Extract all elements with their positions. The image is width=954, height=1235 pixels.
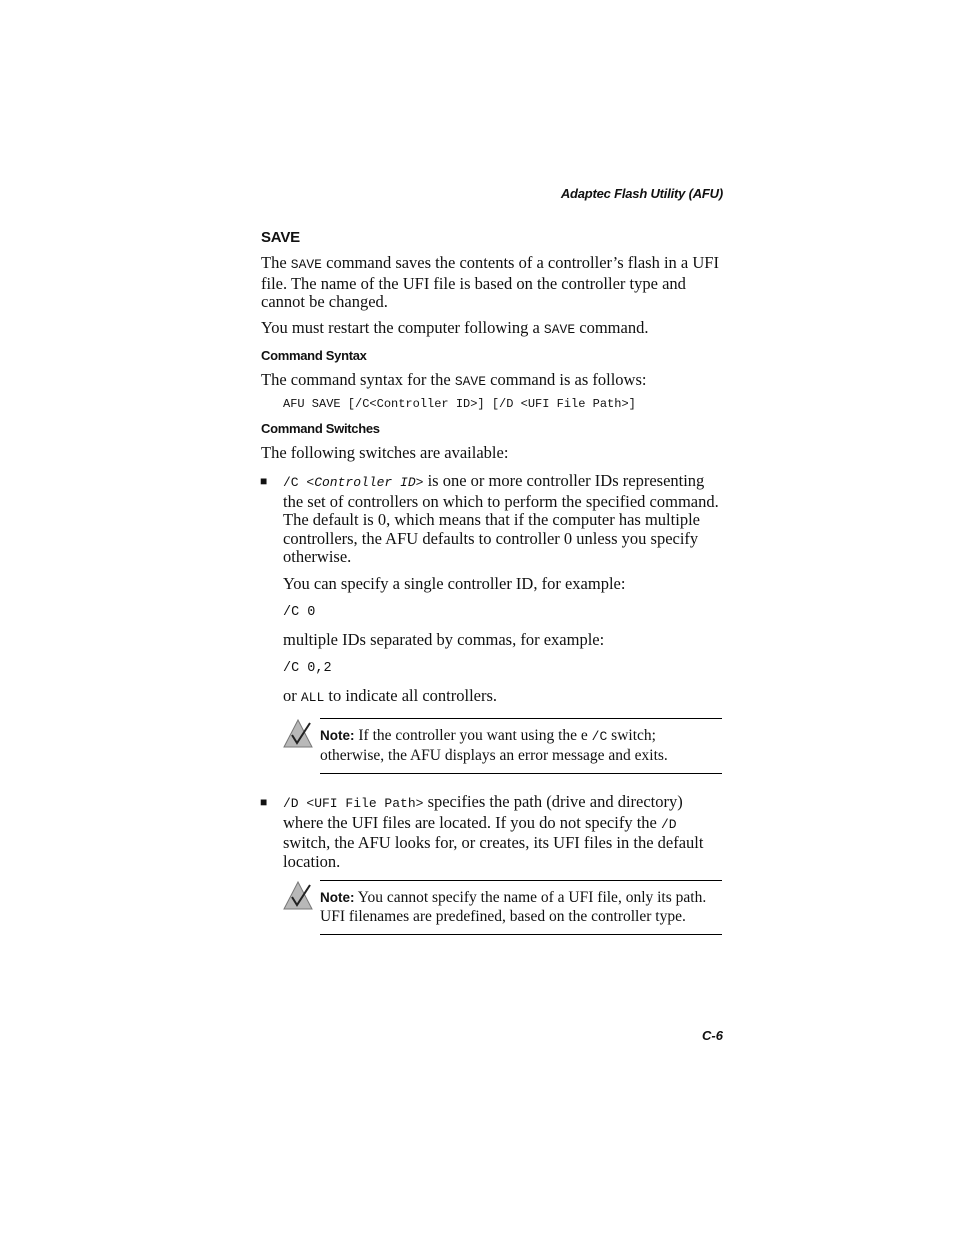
text-run: specifies the path (drive and directory) where the UFI files are located. If you do not specify the [283, 792, 683, 832]
multi-id-code: /C 0,2 [283, 661, 332, 676]
text-run: or [283, 686, 301, 705]
single-id-code: /C 0 [283, 605, 316, 620]
d-switch-description [283, 793, 723, 871]
single-id-text: You can specify a single controller ID, for example: [283, 574, 626, 593]
text-run: command saves the contents of a controller’s flash in a UFI file. The name of the UFI file is based on the controller type and cannot be changed. [261, 253, 719, 311]
text-run: The command syntax for the [261, 370, 455, 389]
inline-code: SAVE [290, 257, 322, 272]
text-run: You cannot specify the name of a UFI file, only its path. UFI filenames are predefined, based on the controller type. [320, 889, 707, 925]
running-header: Adaptec Flash Utility (AFU) [560, 186, 723, 201]
inline-code: SAVE [454, 374, 487, 389]
inline-code: /D <UFI File Path> [283, 796, 424, 811]
switches-intro: The following switches are available: [261, 443, 509, 462]
inline-code: ALL [300, 690, 325, 705]
section-title: SAVE [261, 229, 300, 246]
switches-heading: Command Switches [261, 421, 380, 436]
note-check-icon [283, 718, 313, 748]
inline-code: /C [591, 729, 608, 744]
controller-note [320, 718, 722, 774]
text-run: command is as follows: [486, 370, 647, 389]
syntax-heading: Command Syntax [261, 348, 367, 363]
text-run: switch; otherwise, the AFU displays an error message and exits. [320, 727, 668, 764]
restart-paragraph [261, 319, 731, 340]
path-note [320, 880, 722, 935]
inline-code: /C [283, 475, 307, 490]
text-run: You must restart the computer following a [261, 318, 544, 337]
text-run: switch, the AFU looks for, or creates, its UFI files in the default location. [283, 833, 704, 871]
syntax-paragraph [261, 371, 731, 392]
all-ids-text [283, 687, 723, 708]
bullet-icon: ■ [260, 795, 268, 809]
inline-code: SAVE [543, 322, 576, 337]
note-label: Note: [320, 890, 355, 905]
c-switch-description [283, 472, 723, 567]
intro-paragraph [261, 254, 731, 312]
text-run: If the controller you want using the e [354, 727, 592, 744]
inline-code: /D [661, 816, 677, 832]
text-run: command. [575, 318, 649, 337]
multi-id-text: multiple IDs separated by commas, for example: [283, 630, 605, 649]
syntax-code: AFU SAVE [/C<Controller ID>] [/D <UFI File Path>] [283, 397, 636, 411]
inline-code: <Controller ID> [306, 475, 424, 490]
page-number: C-6 [702, 1028, 723, 1043]
text-run: to indicate all controllers. [324, 686, 498, 705]
bullet-icon: ■ [260, 474, 268, 488]
note-label: Note: [320, 728, 355, 743]
note-check-icon [283, 880, 313, 910]
text-run: The [261, 253, 291, 272]
text-run: is one or more controller IDs representing the set of controllers on which to perform the specified command. The default is 0, which means that if the computer has multiple controllers, the AFU defaults to controller 0 unless you specify otherwise. [283, 471, 719, 566]
